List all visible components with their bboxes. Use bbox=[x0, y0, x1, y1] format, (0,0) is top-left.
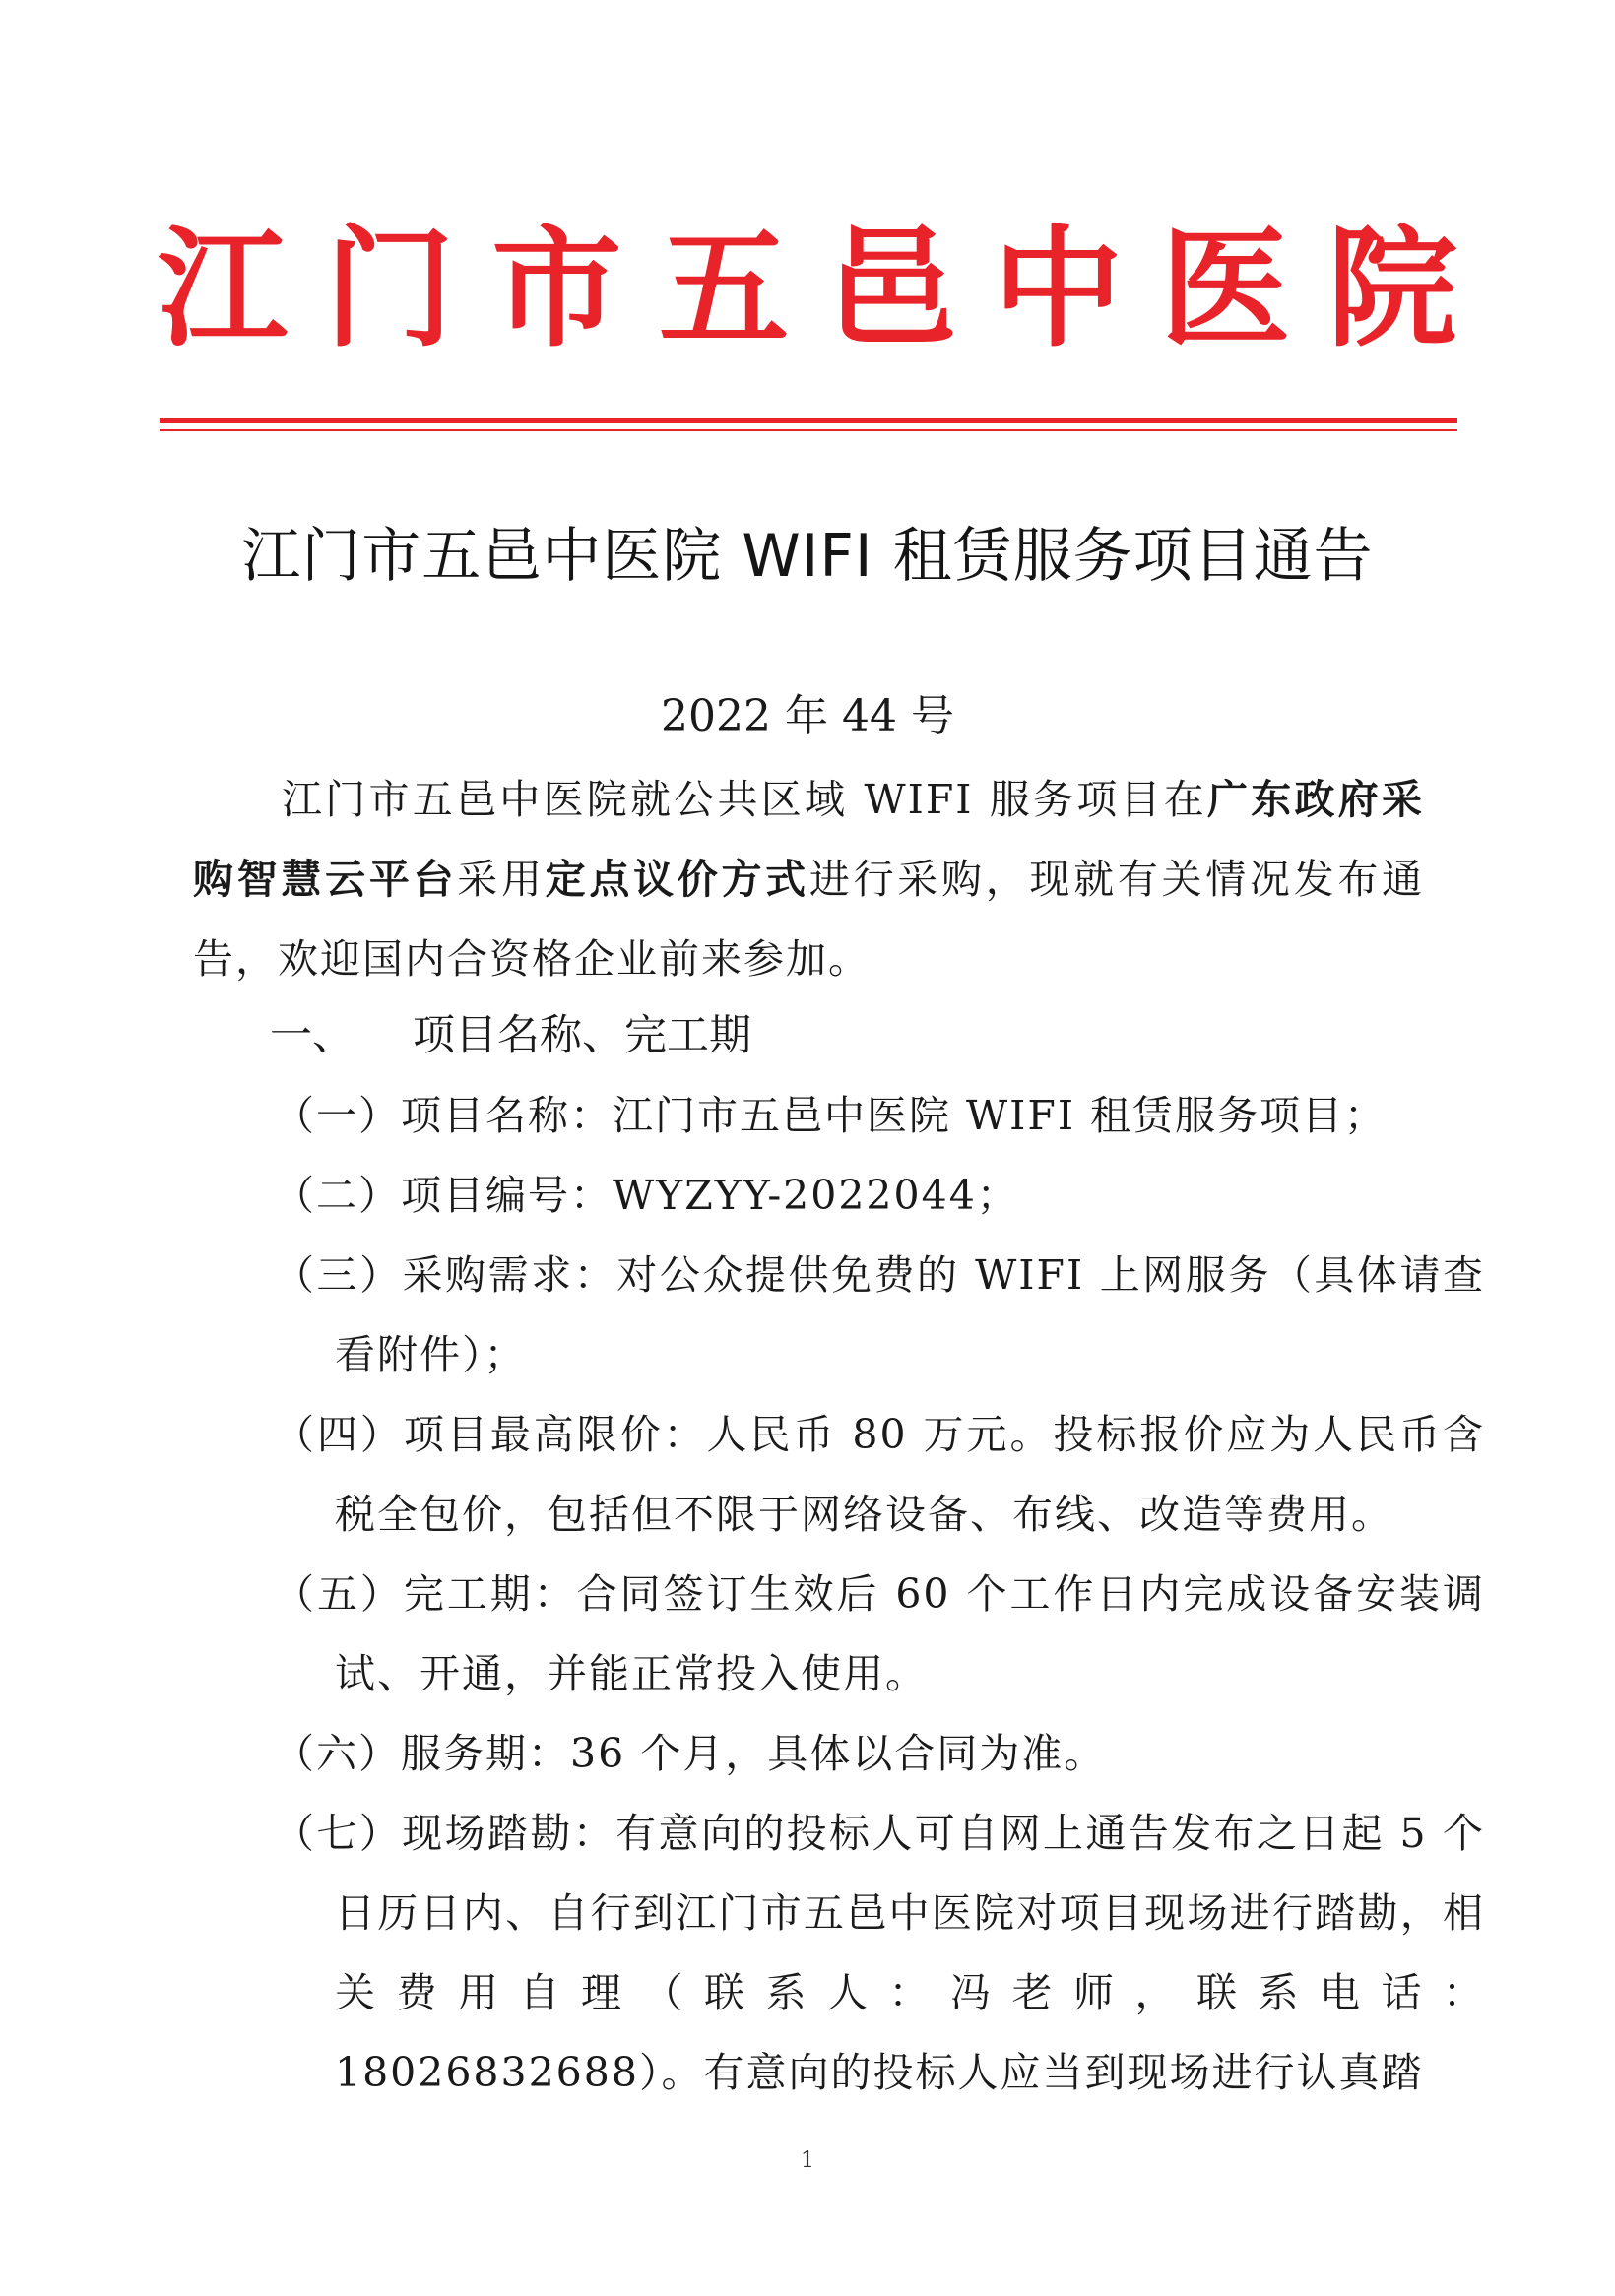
document-number: 2022 年 44 号 bbox=[661, 691, 954, 741]
page-number: 1 bbox=[801, 2148, 814, 2173]
section-number: 一、 bbox=[270, 1011, 355, 1060]
letterhead-char: 院 bbox=[1326, 213, 1457, 365]
intro-text: 江门市五邑中医院就公共区域 WIFI 服务项目在 bbox=[282, 776, 1208, 823]
list-item: （四）项目最高限价：人民币 80 万元。投标报价应为人民币含税全包价，包括但不限于网络设备、布线、改造等费用。 bbox=[274, 1411, 1485, 1538]
letterhead-title bbox=[158, 213, 1457, 365]
list-item: （三）采购需求：对公众提供免费的 WIFI 上网服务（具体请查看附件）； bbox=[274, 1251, 1485, 1378]
list-item: （七）现场踏勘：有意向的投标人可自网上通告发布之日起 5 个日历日内、自行到江门市五邑中医院对项目现场进行踏勘，相关费用自理（联系人：冯老师，联系电话：18026832688）。有意向的投标人应当到现场进行认真踏 bbox=[274, 1810, 1485, 2096]
intro-bold-method: 定点议价方式 bbox=[545, 856, 809, 903]
letterhead-char: 中 bbox=[993, 213, 1124, 365]
intro-bold-platform: 广东政府采购智慧云平台 bbox=[193, 776, 1425, 903]
intro-text: 采用 bbox=[457, 856, 546, 903]
letterhead-char: 五 bbox=[659, 213, 790, 365]
letterhead-rule-thick bbox=[160, 418, 1457, 423]
list-item: （六）服务期：36 个月，具体以合同为准。 bbox=[274, 1730, 1107, 1777]
letterhead-rule-thin bbox=[160, 429, 1457, 431]
item-list bbox=[193, 1076, 1485, 2113]
document-title: 江门市五邑中医院 WIFI 租赁服务项目通告 bbox=[241, 522, 1374, 591]
letterhead-char: 市 bbox=[491, 213, 622, 365]
section-heading bbox=[270, 996, 1353, 1076]
section-title: 项目名称、完工期 bbox=[413, 1011, 751, 1060]
letterhead-char: 江 bbox=[158, 213, 288, 365]
letterhead-char: 医 bbox=[1160, 213, 1291, 365]
intro-paragraph bbox=[193, 760, 1424, 999]
list-item: （一）项目名称：江门市五邑中医院 WIFI 租赁服务项目； bbox=[274, 1092, 1388, 1139]
intro-text: 进行采购，现就有关情况发布通告，欢迎国内合资格企业前来参加。 bbox=[193, 856, 1425, 983]
list-item: （五）完工期：合同签订生效后 60 个工作日内完成设备安装调试、开通，并能正常投入使用。 bbox=[274, 1570, 1485, 1697]
letterhead-char: 邑 bbox=[825, 213, 956, 365]
letterhead-char: 门 bbox=[324, 213, 455, 365]
list-item: （二）项目编号：WYZYY-2022044； bbox=[274, 1172, 1019, 1219]
